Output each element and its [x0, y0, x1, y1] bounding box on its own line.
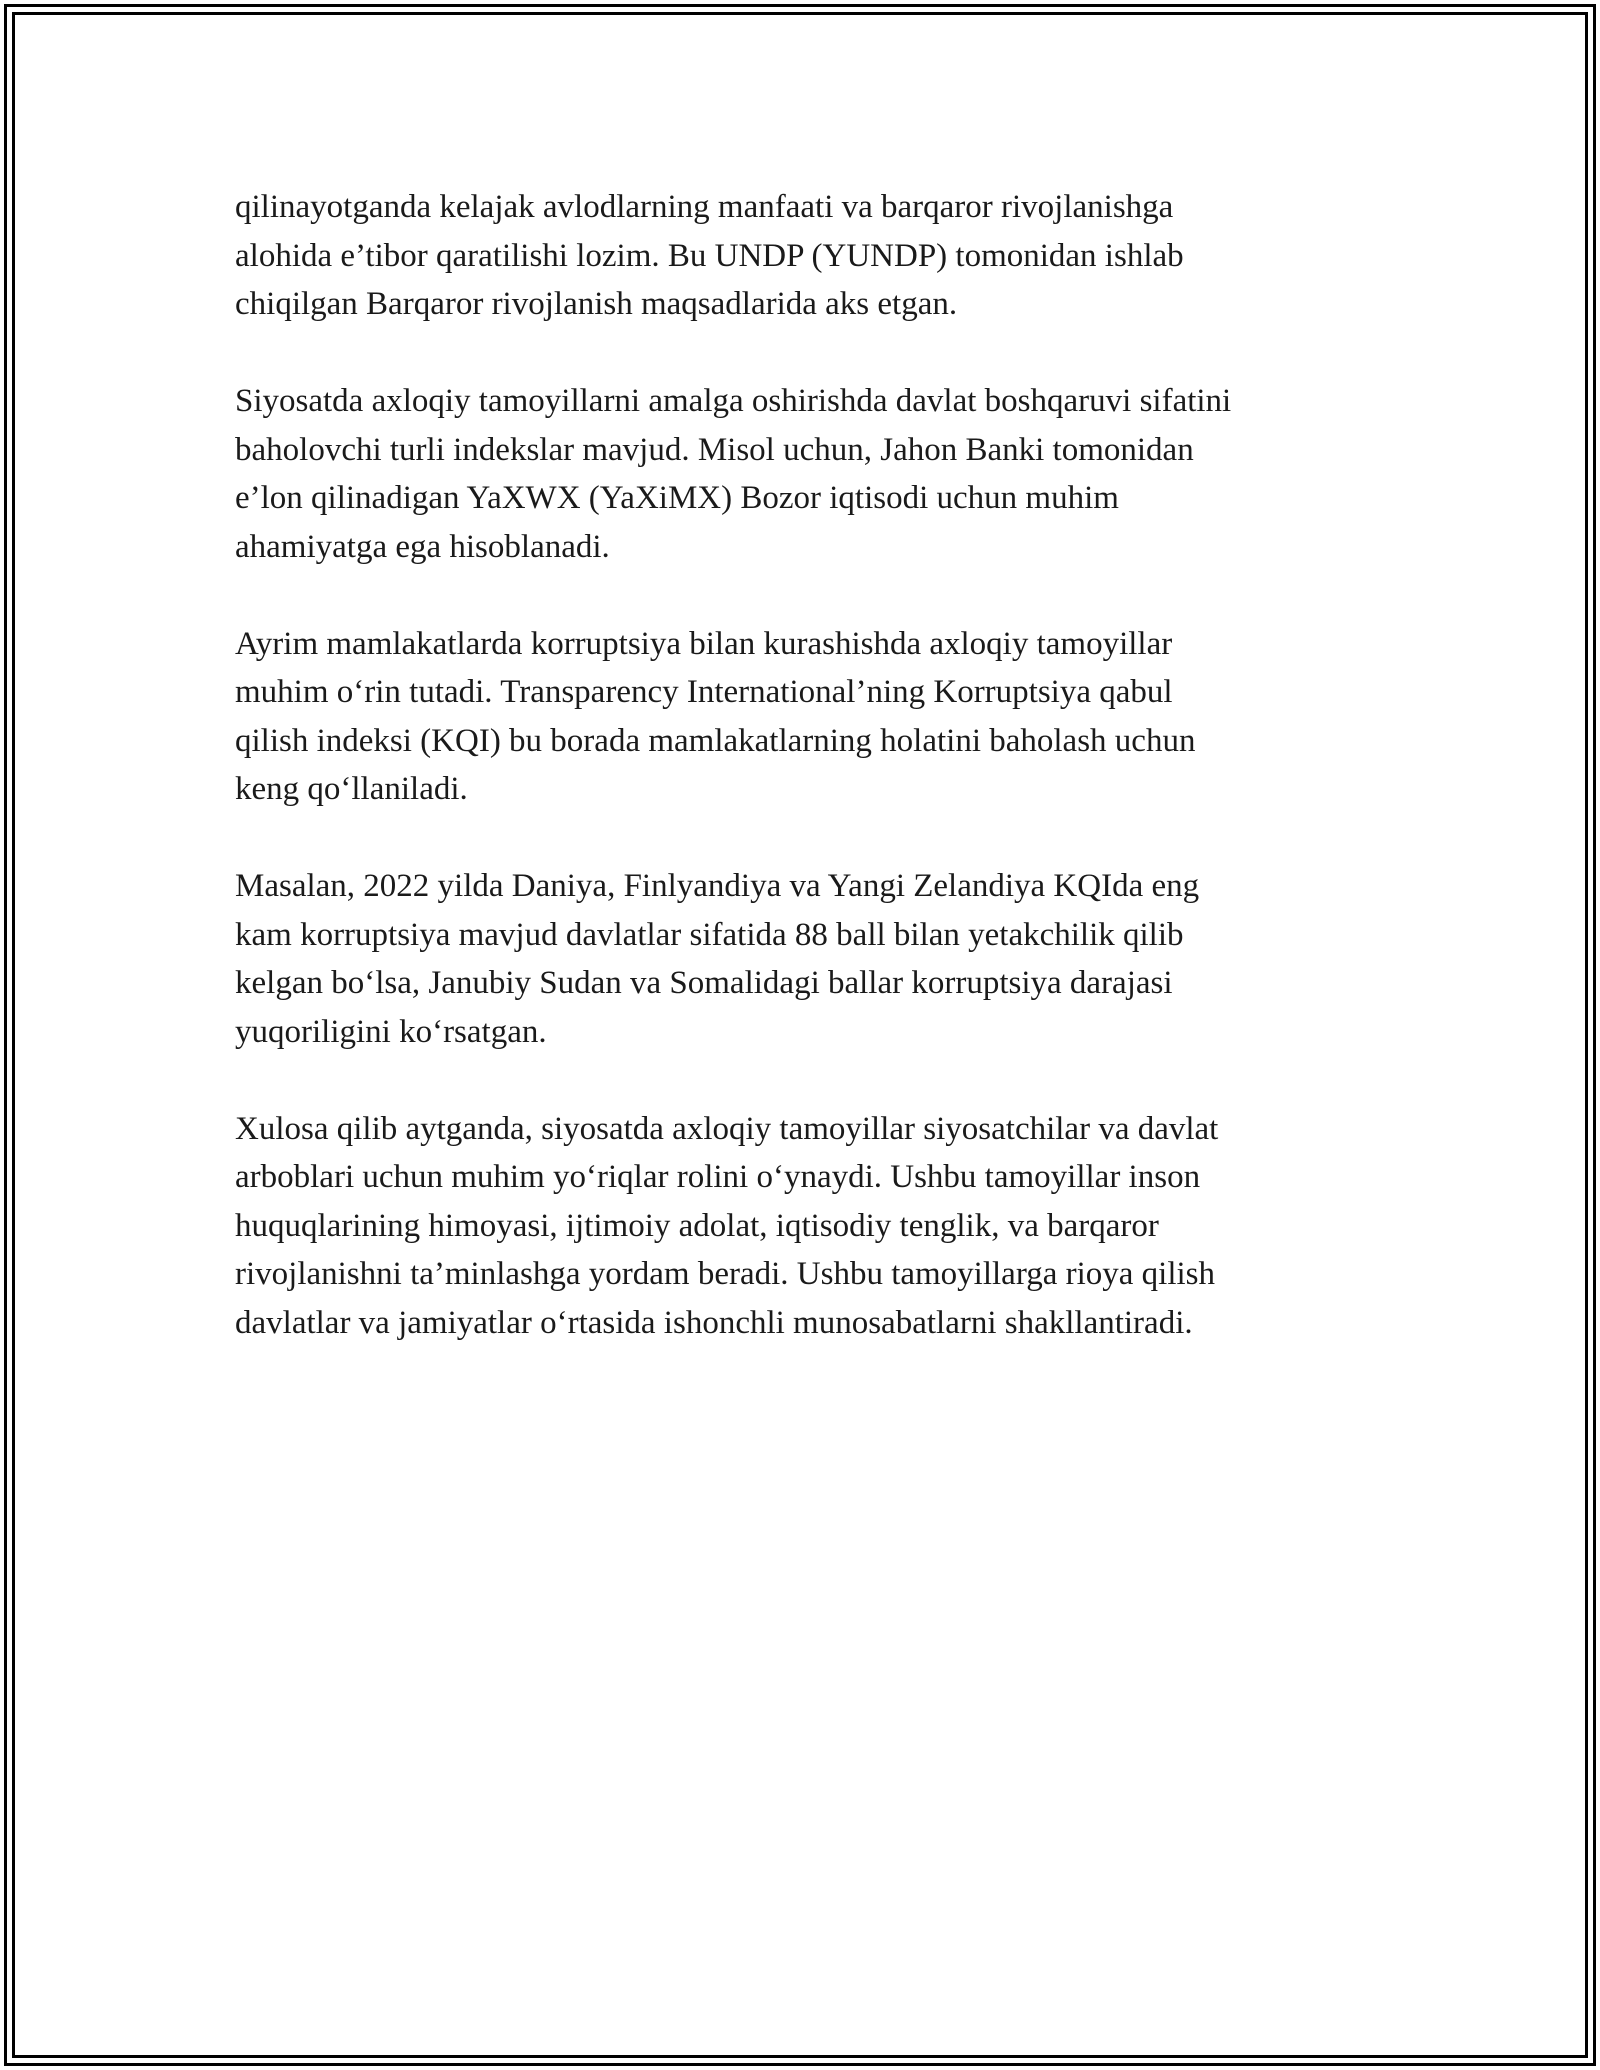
document-body	[235, 183, 1365, 1396]
paragraph-sustainable-development	[235, 183, 1365, 329]
text-line: muhim o‘rin tutadi. Transparency International’ning Korruptsiya qabul	[235, 674, 1173, 710]
text-line: qilinayotganda kelajak avlodlarning manfaati va barqaror rivojlanishga	[235, 189, 1174, 225]
text-line: arboblari uchun muhim yo‘riqlar rolini o‘ynaydi. Ushbu tamoyillar inson	[235, 1159, 1201, 1195]
text-line: huquqlarining himoyasi, ijtimoiy adolat, iqtisodiy tenglik, va barqaror	[235, 1207, 1159, 1244]
text-line: yuqoriligini ko‘rsatgan.	[235, 1013, 547, 1050]
text-line: chiqilgan Barqaror rivojlanish maqsadlarida aks etgan.	[235, 286, 958, 322]
text-line: alohida e’tibor qaratilishi lozim. Bu UNDP (YUNDP) tomonidan ishlab	[235, 237, 1184, 274]
text-line: Masalan, 2022 yilda Daniya, Finlyandiya va Yangi Zelandiya KQIda eng	[235, 868, 1200, 904]
text-line: kam korruptsiya mavjud davlatlar sifatida 88 ball bilan yetakchilik qilib	[235, 916, 1184, 953]
text-line: baholovchi turli indekslar mavjud. Misol uchun, Jahon Banki tomonidan	[235, 431, 1194, 468]
paragraph-governance-indices	[235, 377, 1365, 571]
paragraph-corruption-index	[235, 620, 1365, 814]
text-line: Ayrim mamlakatlarda korruptsiya bilan kurashishda axloqiy tamoyillar	[235, 625, 1173, 662]
paragraph-conclusion	[235, 1105, 1365, 1348]
text-line: rivojlanishni ta’minlashga yordam beradi. Ushbu tamoyillarga rioya qilish	[235, 1256, 1216, 1292]
text-line: kelgan bo‘lsa, Janubiy Sudan va Somalidagi ballar korruptsiya darajasi	[235, 965, 1173, 1001]
text-line: qilish indeksi (KQI) bu borada mamlakatlarning holatini baholash uchun	[235, 722, 1196, 759]
text-line: e’lon qilinadigan YaXWX (YaXiMX) Bozor iqtisodi uchun muhim	[235, 480, 1119, 516]
text-line: davlatlar va jamiyatlar o‘rtasida ishonchli munosabatlarni shakllantiradi.	[235, 1304, 1193, 1341]
paragraph-2022-example	[235, 862, 1365, 1056]
text-line: keng qo‘llaniladi.	[235, 771, 468, 807]
text-line: ahamiyatga ega hisoblanadi.	[235, 528, 610, 565]
text-line: Xulosa qilib aytganda, siyosatda axloqiy tamoyillar siyosatchilar va davlat	[235, 1110, 1219, 1147]
text-line: Siyosatda axloqiy tamoyillarni amalga oshirishda davlat boshqaruvi sifatini	[235, 383, 1232, 419]
